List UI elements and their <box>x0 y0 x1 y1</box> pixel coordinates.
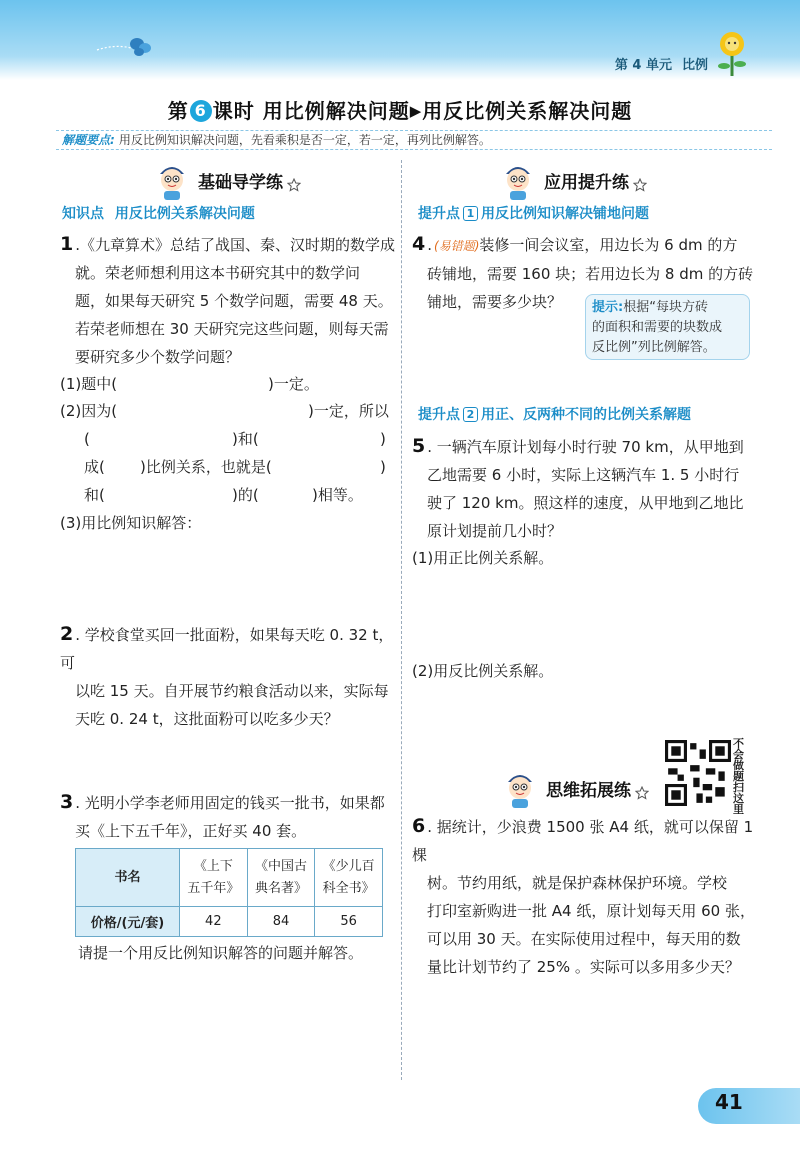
table-cell-book <box>247 849 315 907</box>
book-name-line: 《上下 <box>193 858 233 874</box>
q1-sub2-and: )和( <box>232 430 259 448</box>
star-icon <box>633 178 647 192</box>
q4-line: 铺地，需要多少块？ <box>427 293 563 311</box>
table-row <box>76 907 383 937</box>
book-name-line: 科全书》 <box>322 880 375 896</box>
question-5-number: 5 <box>412 435 426 457</box>
book-name-line: 《少儿百 <box>322 858 375 874</box>
upgrade-point-1 <box>418 203 649 223</box>
q1-line: 若荣老师想在 30 天研究完这些问题，则每天需 <box>75 320 389 338</box>
q3-line: . 光明小学李老师用固定的钱买一批书，如果都 <box>75 794 385 812</box>
q1-sub2-end: )一定，所以 <box>308 402 389 420</box>
tip-bar <box>56 130 772 150</box>
section-heading-basic <box>152 160 301 200</box>
q2-line: 天吃 0. 24 t，这批面粉可以吃多少天？ <box>75 710 339 728</box>
table-row <box>76 849 383 907</box>
q5-line: 原计划提前几小时？ <box>427 522 563 540</box>
q1-sub2-he: 和( <box>84 486 105 504</box>
qr-code-icon[interactable] <box>665 740 731 806</box>
q3-after-text: 请提一个用反比例知识解答的问题并解答。 <box>78 944 364 962</box>
question-6 <box>412 812 757 981</box>
question-4: 4 . (易错题)装修一间会议室，用边长为 6 dm 的方 砖铺地，需要 160 块；若用边长为 8 dm 的方砖 铺地，需要多少块？ <box>412 230 757 316</box>
question-2-number: 2 <box>60 623 74 645</box>
question-6-number: 6 <box>412 815 426 837</box>
knowledge-point-label: 知识点 <box>62 206 104 222</box>
table-cell-price: 84 <box>247 907 315 937</box>
q6-line: 树。节约用纸，就是保护森林保护环境。学校 <box>427 874 728 892</box>
q1-sub1-text: (1)题中( <box>60 375 118 393</box>
page-number-tab <box>698 1088 800 1124</box>
error-prone-tag: (易错题) <box>434 239 480 253</box>
book-price-table <box>75 848 383 937</box>
section-title-apply: 应用提升练 <box>544 172 629 193</box>
q6-line: . 据统计，少浪费 1500 张 A4 纸，就可以保留 1 棵 <box>412 818 754 864</box>
mascot-icon <box>500 768 540 808</box>
q1-sub1 <box>60 371 117 397</box>
q4-line: 砖铺地，需要 160 块；若用边长为 8 dm 的方砖 <box>427 265 754 283</box>
question-2 <box>60 620 395 733</box>
table-cell-book <box>180 849 248 907</box>
butterfly-decoration-icon <box>95 34 155 58</box>
q1-sub2-start: (2)因为( <box>60 402 118 420</box>
section-heading-thinking <box>500 768 649 808</box>
q5-line: 乙地需要 6 小时，实际上这辆汽车 1. 5 小时行 <box>427 466 740 484</box>
table-cell-book <box>315 849 383 907</box>
question-1 <box>60 230 395 371</box>
q1-sub3: (3)用比例知识解答： <box>60 514 202 532</box>
q1-sub2-de: )的( <box>232 486 259 504</box>
hint-key: 提示: <box>592 300 624 315</box>
title-suffix: 课时 <box>212 99 255 123</box>
mascot-icon <box>152 160 192 200</box>
q1-sub1-end: )一定。 <box>268 375 319 393</box>
book-name-line: 五千年》 <box>187 880 240 896</box>
table-cell-price: 42 <box>180 907 248 937</box>
q1-line: 就。荣老师想利用这本书研究其中的数学问 <box>75 264 361 282</box>
table-header-price: 价格/(元/套) <box>76 907 180 937</box>
lesson-title <box>0 95 800 124</box>
qr-code-label: 不会做题扫这里 <box>733 737 744 816</box>
question-1-number: 1 <box>60 233 74 255</box>
q1-sub2-cheng: 成( <box>84 458 105 476</box>
q5-line: . 一辆汽车原计划每小时行驶 70 km，从甲地到 <box>427 438 744 456</box>
section-title-thinking: 思维拓展练 <box>546 780 631 801</box>
triangle-arrow-icon: ▶ <box>409 102 423 120</box>
q4-line: 装修一间会议室，用边长为 6 dm 的方 <box>479 236 738 254</box>
q1-sub2-close: ) <box>380 430 386 448</box>
q6-line: 量比计划节约了 25% 。实际可以多用多少天？ <box>427 958 740 976</box>
lesson-number-badge: 6 <box>190 100 212 122</box>
knowledge-point <box>62 203 255 223</box>
star-icon <box>287 178 301 192</box>
table-cell-price: 56 <box>315 907 383 937</box>
upgrade-point-2 <box>418 404 691 424</box>
q1-line: 要研究多少个数学问题？ <box>75 348 241 366</box>
question-3-number: 3 <box>60 791 74 813</box>
q5-line: 驶了 120 km。照这样的速度，从甲地到乙地比 <box>427 494 744 512</box>
question-5 <box>412 432 757 545</box>
hint-line: 根据“每块方砖 <box>623 300 708 315</box>
question-3 <box>60 788 395 845</box>
upgrade-point-text: 用反比例知识解决铺地问题 <box>481 206 649 222</box>
hint-line: 的面积和需要的块数成 <box>592 320 723 335</box>
q1-sub2-open: ( <box>84 430 90 448</box>
upgrade-point-label: 提升点 <box>418 407 460 423</box>
title-prefix: 第 <box>167 99 189 123</box>
unit-topic: 比例 <box>681 58 708 73</box>
q6-line: 可以用 30 天。在实际使用过程中，每天用的数 <box>427 930 741 948</box>
flower-decoration-icon <box>712 30 752 76</box>
title-main: 用比例解决问题 <box>262 99 410 123</box>
upgrade-point-text: 用正、反两种不同的比例关系解题 <box>481 407 691 423</box>
hint-line: 反比例”列比例解答。 <box>592 340 716 355</box>
q1-sub2-close2: ) <box>380 458 386 476</box>
q5-sub2: (2)用反比例关系解。 <box>412 662 554 680</box>
upgrade-point-label: 提升点 <box>418 206 460 222</box>
q3-line: 买《上下五千年》，正好买 40 套。 <box>75 822 307 840</box>
mascot-icon <box>498 160 538 200</box>
upgrade-point-number: 2 <box>463 407 478 422</box>
unit-number: 第 4 单元 <box>614 58 672 73</box>
star-icon <box>635 786 649 800</box>
hint-box <box>585 294 750 360</box>
book-name-line: 典名著》 <box>254 880 307 896</box>
knowledge-point-text: 用反比例关系解决问题 <box>114 206 255 222</box>
q6-line: 打印室新购进一批 A4 纸，原计划每天用 60 张， <box>427 902 755 920</box>
section-heading-apply <box>498 160 647 200</box>
question-4-number: 4 <box>412 233 426 255</box>
unit-label <box>615 54 708 73</box>
tip-text: 用反比例知识解决问题，先看乘积是否一定，若一定，再列比例解答。 <box>118 133 491 147</box>
tip-key: 解题要点: <box>62 133 115 147</box>
table-header-name: 书名 <box>76 849 180 907</box>
book-name-line: 《中国古 <box>254 858 307 874</box>
q2-line: . 学校食堂买回一批面粉，如果每天吃 0. 32 t，可 <box>60 626 394 672</box>
q1-line: 题，如果每天研究 5 个数学问题，需要 48 天。 <box>75 292 393 310</box>
title-sub: 用反比例关系解决问题 <box>422 99 633 123</box>
q1-sub2-equal: )相等。 <box>312 486 363 504</box>
q1-line: .《九章算术》总结了战国、秦、汉时期的数学成 <box>75 236 396 254</box>
upgrade-point-number: 1 <box>463 206 478 221</box>
page-number: 41 <box>715 1090 743 1114</box>
q1-sub2-ratio: )比例关系，也就是( <box>140 458 272 476</box>
q2-line: 以吃 15 天。自开展节约粮食活动以来，实际每 <box>75 682 389 700</box>
q5-sub1: (1)用正比例关系解。 <box>412 549 554 567</box>
column-divider <box>401 160 402 1080</box>
section-title-basic: 基础导学练 <box>198 172 283 193</box>
